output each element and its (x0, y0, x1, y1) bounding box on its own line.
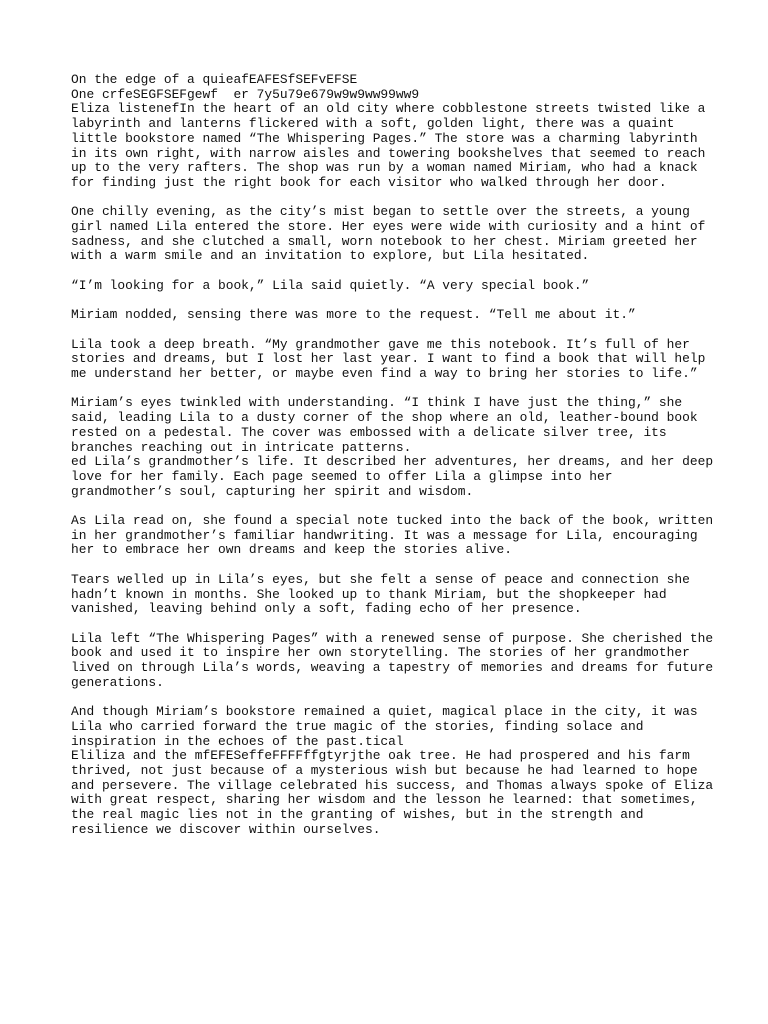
text-line: Lila took a deep breath. “My grandmother gave me this notebook. It’s full of her (71, 336, 690, 352)
text-line: girl named Lila entered the store. Her eyes were wide with curiosity and a hint of (71, 219, 706, 235)
text-line: Lila who carried forward the true magic of the stories, finding solace and (71, 718, 644, 734)
text-line: Lila left “The Whispering Pages” with a renewed sense of purpose. She cherished the (71, 630, 714, 646)
paragraph (71, 396, 721, 499)
text-line: book and used it to inspire her own storytelling. The stories of her grandmother (71, 645, 690, 661)
paragraph (71, 573, 721, 617)
text-line: grandmother’s soul, capturing her spirit and wisdom. (71, 483, 474, 499)
text-line: in its own right, with narrow aisles and towering bookshelves that seemed to reach (71, 145, 706, 161)
text-line: One chilly evening, as the city’s mist began to settle over the streets, a young (71, 204, 690, 220)
paragraph (71, 338, 721, 382)
text-line: As Lila read on, she found a special note tucked into the back of the book, written (71, 513, 714, 528)
text-line: branches reaching out in intricate patterns. (71, 439, 412, 455)
text-line: up to the very rafters. The shop was run by a woman named Miriam, who had a knack (71, 160, 698, 176)
text-line: inspiration in the echoes of the past.tical (71, 733, 404, 749)
text-line: vanished, leaving behind only a soft, fading echo of her presence. (71, 601, 582, 617)
text-line: stories and dreams, but I lost her last year. I want to find a book that will help (71, 351, 706, 367)
text-line: Eliliza and the mfEFESeffeFFFFffgtyrjthe oak tree. He had prospered and his farm (71, 748, 690, 764)
text-line: with great respect, sharing her wisdom and the lesson he learned: that sometimes, (71, 792, 698, 808)
paragraph (71, 205, 721, 264)
text-line: thrived, not just because of a mysterious wish but because he had learned to hope (71, 762, 698, 778)
paragraph (71, 73, 721, 191)
paragraph (71, 308, 721, 323)
text-line: the real magic lies not in the granting of wishes, but in the strength and (71, 807, 644, 823)
paragraph (71, 279, 721, 294)
text-line: for finding just the right book for each visitor who walked through her door. (71, 174, 667, 190)
text-line: hadn’t known in months. She looked up to thank Miriam, but the shopkeeper had (71, 586, 667, 602)
text-line: said, leading Lila to a dusty corner of the shop where an old, leather-bound book (71, 410, 698, 426)
text-line: On the edge of a quieafEAFESfSEFvEFSE (71, 72, 358, 87)
text-line: and persevere. The village celebrated his success, and Thomas always spoke of Eliza (71, 777, 714, 793)
text-line: ed Lila’s grandmother’s life. It described her adventures, her dreams, and her deep (71, 454, 714, 470)
document-page (71, 73, 721, 852)
text-line: Miriam’s eyes twinkled with understanding. “I think I have just the thing,” she (71, 395, 683, 411)
paragraph (71, 632, 721, 691)
text-line: labyrinth and lanterns flickered with a soft, golden light, there was a quaint (71, 116, 675, 132)
text-line: resilience we discover within ourselves. (71, 821, 381, 837)
text-line: generations. (71, 674, 164, 690)
text-line: in her grandmother’s familiar handwriting. It was a message for Lila, encouraging (71, 527, 698, 543)
text-line: And though Miriam’s bookstore remained a quiet, magical place in the city, it was (71, 704, 698, 720)
text-line: Tears welled up in Lila’s eyes, but she felt a sense of peace and connection she (71, 571, 690, 587)
paragraph (71, 514, 721, 558)
text-line: her to embrace her own dreams and keep the stories alive. (71, 542, 512, 558)
text-line: love for her family. Each page seemed to offer Lila a glimpse into her (71, 468, 613, 484)
text-line: Miriam nodded, sensing there was more to the request. “Tell me about it.” (71, 307, 636, 323)
text-line: little bookstore named “The Whispering Pages.” The store was a charming labyrinth (71, 130, 698, 146)
text-line: with a warm smile and an invitation to explore, but Lila hesitated. (71, 248, 590, 264)
text-line: sadness, and she clutched a small, worn notebook to her chest. Miriam greeted her (71, 233, 698, 249)
text-line: Eliza listenefIn the heart of an old city where cobblestone streets twisted like a (71, 101, 706, 117)
text-line: One crfeSEGFSEFgewf er 7y5u79e679w9w9ww99ww9 (71, 86, 420, 102)
text-line: rested on a pedestal. The cover was embossed with a delicate silver tree, its (71, 424, 667, 440)
paragraph (71, 705, 721, 837)
text-line: “I’m looking for a book,” Lila said quietly. “A very special book.” (71, 277, 590, 293)
text-line: lived on through Lila’s words, weaving a tapestry of memories and dreams for future (71, 660, 714, 675)
text-line: me understand her better, or maybe even find a way to bring her stories to life.” (71, 366, 698, 381)
